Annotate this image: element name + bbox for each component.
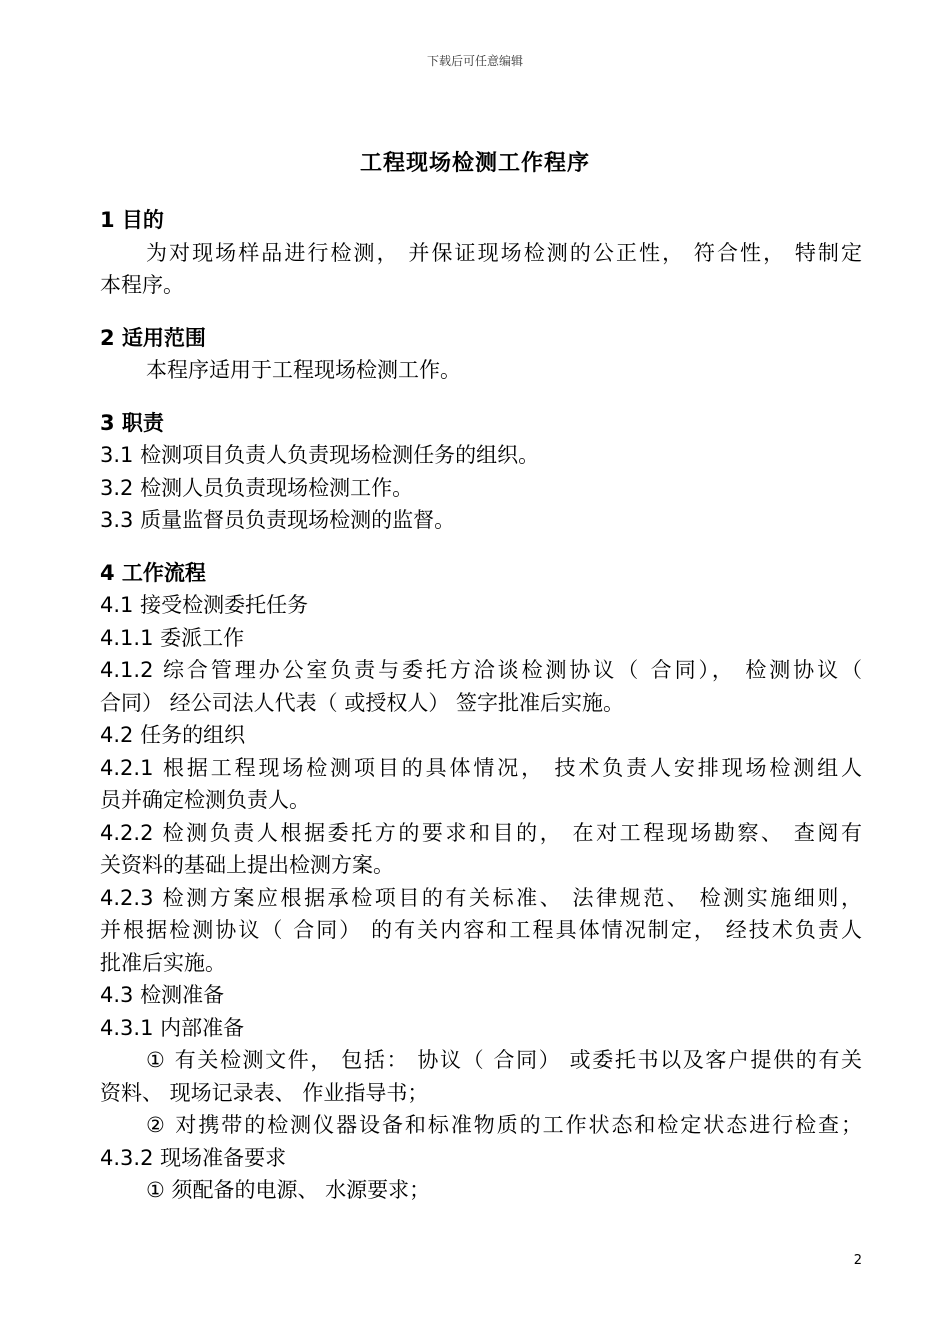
- body-line: 4.2 任务的组织: [100, 723, 246, 747]
- document-title: 工程现场检测工作程序: [359, 151, 590, 176]
- header-note: 下载后可任意编辑: [426, 54, 523, 68]
- body-line: 4.2.2 检测负责人根据委托方的要求和目的， 在对工程现场勘察、 查阅有: [100, 820, 862, 845]
- body-line: 为对现场样品进行检测， 并保证现场检测的公正性， 符合性， 特制定: [146, 240, 862, 265]
- body-line: 4.3 检测准备: [100, 983, 225, 1007]
- body-line: ① 有关检测文件， 包括： 协议（ 合同） 或委托书以及客户提供的有关: [146, 1048, 862, 1072]
- body-line: 4.1.1 委派工作: [100, 625, 245, 650]
- body-line: 4.1.2 综合管理办公室负责与委托方洽谈检测协议（ 合同）， 检测协议（: [100, 658, 862, 682]
- body-line: 4.3.1 内部准备: [100, 1015, 245, 1040]
- document-body: [100, 204, 862, 1207]
- body-line: 本程序。: [100, 273, 184, 297]
- body-line: 并根据检测协议（ 合同） 的有关内容和工程具体情况制定， 经技术负责人: [100, 918, 862, 942]
- body-line: 4.3.2 现场准备要求: [100, 1145, 287, 1170]
- body-line: 3.3 质量监督员负责现场检测的监督。: [100, 508, 456, 532]
- body-line: 3.2 检测人员负责现场检测工作。: [100, 475, 414, 500]
- body-line: 本程序适用于工程现场检测工作。: [146, 358, 461, 382]
- body-line: 资料、 现场记录表、 作业指导书；: [100, 1080, 429, 1105]
- section-heading: 3 职责: [100, 410, 164, 435]
- body-line: 批准后实施。: [100, 950, 226, 975]
- section-heading: 2 适用范围: [100, 325, 206, 350]
- body-line: 4.2.1 根据工程现场检测项目的具体情况， 技术负责人安排现场检测组人: [100, 755, 862, 780]
- body-line: 关资料的基础上提出检测方案。: [100, 853, 394, 877]
- section-heading: 1 目的: [100, 208, 164, 232]
- body-line: 员并确定检测负责人。: [100, 788, 310, 812]
- body-line: 4.2.3 检测方案应根据承检项目的有关标准、 法律规范、 检测实施细则，: [100, 885, 862, 910]
- body-line: ② 对携带的检测仪器设备和标准物质的工作状态和检定状态进行检查；: [146, 1113, 862, 1137]
- section-heading: 4 工作流程: [100, 560, 206, 585]
- page-number: 2: [853, 1253, 862, 1268]
- body-line: ① 须配备的电源、 水源要求；: [146, 1178, 431, 1202]
- body-line: 合同） 经公司法人代表（ 或授权人） 签字批准后实施。: [100, 690, 625, 715]
- body-line: 3.1 检测项目负责人负责现场检测任务的组织。: [100, 443, 540, 467]
- body-line: 4.1 接受检测委托任务: [100, 593, 309, 617]
